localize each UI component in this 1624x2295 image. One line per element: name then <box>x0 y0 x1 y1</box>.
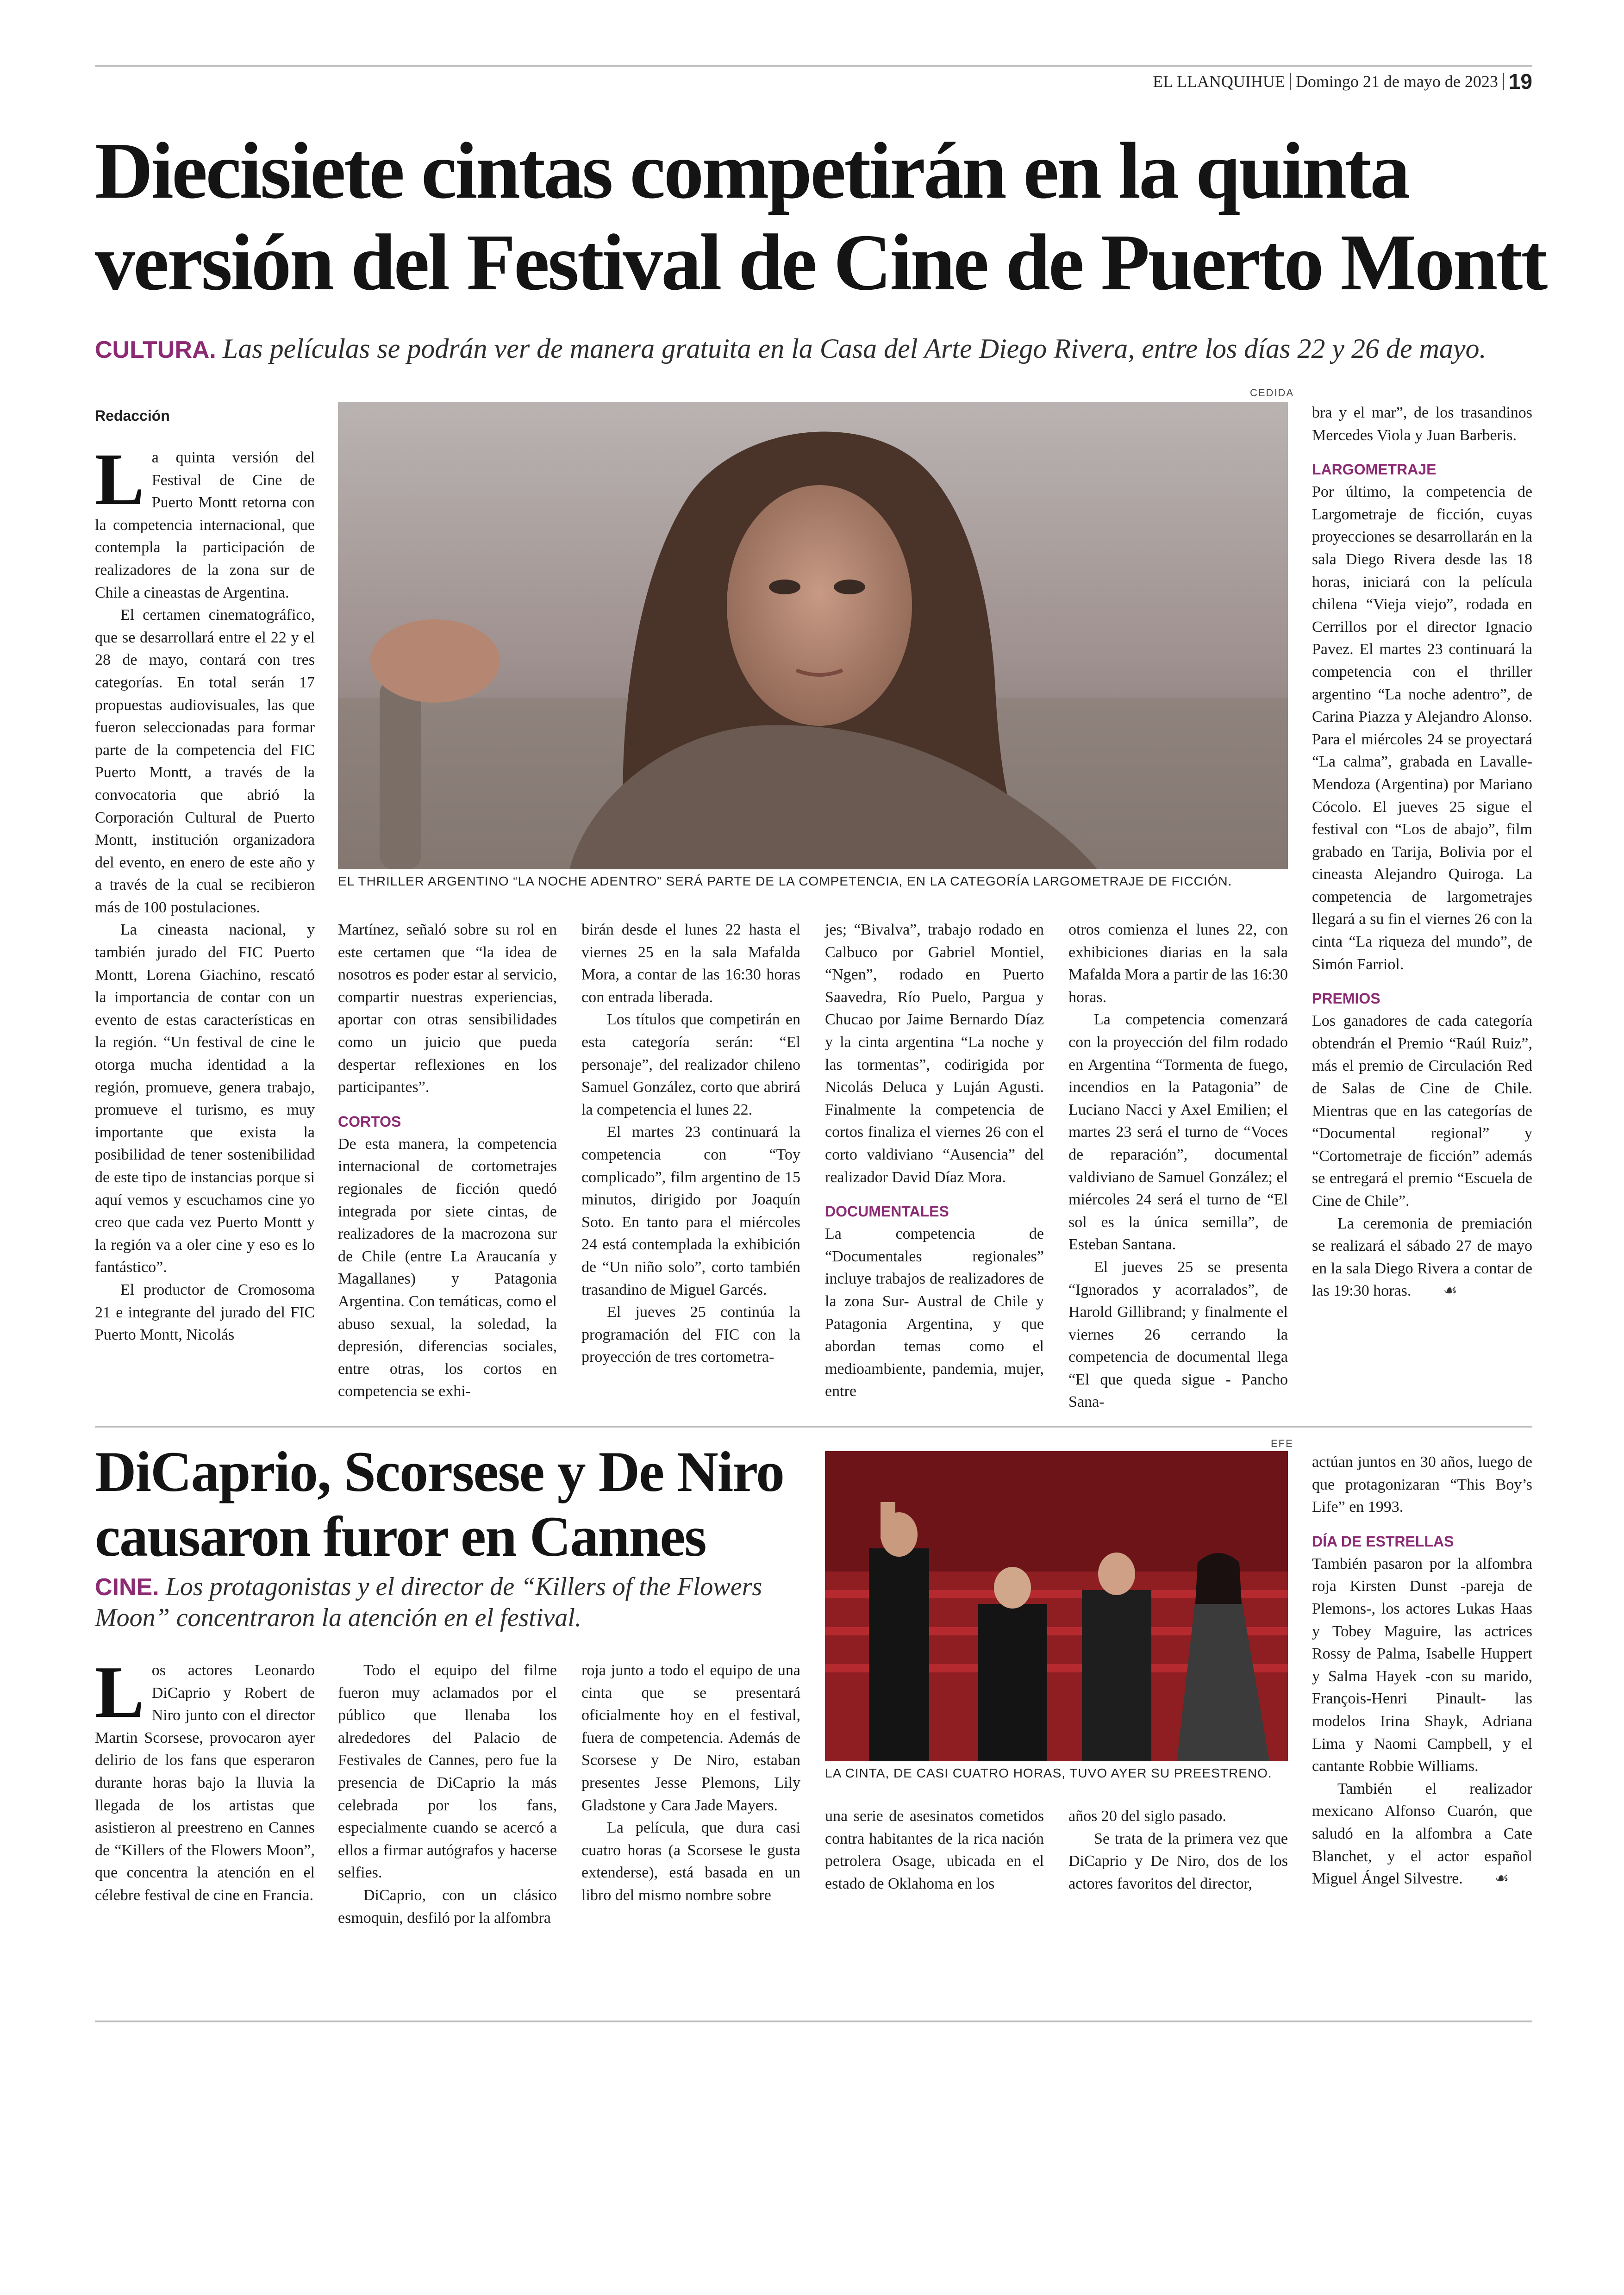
page-number: 19 <box>1508 69 1532 94</box>
paragraph: Los ganadores de cada categoría obtendrán el Premio “Raúl Ruiz”, más el premio de Circulación Red de Salas de Cine de Chile. Mientras que en las categorías de “Documental regional” y “Cortometraje de ficción” además se entregará el premio “Escuela de Cine de Chile”. <box>1312 1012 1532 1210</box>
issue-date: Domingo 21 de mayo de 2023 <box>1295 72 1498 91</box>
subhead-premios: PREMIOS <box>1312 990 1380 1007</box>
headline-line: versión del Festival de Cine de Puerto Montt <box>95 218 1546 307</box>
byline: Redacción <box>95 407 170 424</box>
subhead-documentales: DOCUMENTALES <box>825 1203 949 1220</box>
article1-column-4 <box>825 919 1044 1403</box>
article2-column-6 <box>1312 1451 1532 1890</box>
bottom-rule <box>95 2021 1532 2022</box>
paragraph: Los actores Leonardo DiCaprio y Robert de Niro junto con el director Martin Scorsese, provocaron ayer delirio de los fans que esperaron durante horas bajo la lluvia la llegada de los artistas que asistieron al preestreno en Cannes de “Killers of the Flowers Moon”, que concentra la atención en el célebre festival de cine en Francia. <box>95 1651 315 1904</box>
article2-column-1 <box>95 1651 315 1907</box>
paragraph: otros comienza el lunes 22, con exhibiciones diarias en la sala Mafalda Mora a partir de las 16:30 horas. <box>1068 921 1288 1006</box>
paragraph: birán desde el lunes 22 hasta el viernes 25 en la sala Mafalda Mora, a contar de las 16:30 horas con entrada liberada. <box>581 921 800 1006</box>
paragraph: La ceremonia de premiación se realizará el sábado 27 de mayo en la sala Diego Rivera a contar de las 19:30 horas. ☙ <box>1312 1213 1532 1303</box>
subhead-cortos: CORTOS <box>338 1113 401 1130</box>
article2-deck <box>95 1572 817 1633</box>
paragraph: El productor de Cromosoma 21 e integrante del jurado del FIC Puerto Montt, Nicolás <box>95 1281 315 1344</box>
paragraph: La cineasta nacional, y también jurado del FIC Puerto Montt, Lorena Giachino, rescató la importancia de contar con un evento de estas características en la región. “Un festival de cine le otorga mucha identidad a la región, promueve, genera trabajo, promueve el turismo, es muy importante que exista la posibilidad de tener sostenibilidad de este tipo de instancias porque si aquí vemos y escuchamos cine yo creo que cada vez Puerto Montt y la región va a oler cine y eso es lo fantástico”. <box>95 921 315 1276</box>
paragraph: jes; “Bivalva”, trabajo rodado en Calbuco por Gabriel Montiel, “Ngen”, rodado en Puerto Saavedra, Río Puelo, Pargua y Chucao por Jaime Bernardo Díaz y la cinta argentina “La noche y las tormentas”, codirigida por Nicolás Deluca y Luján Agusti. Finalmente la competencia de cortos finaliza el viernes 26 con el corto valdiviano “Ausencia” del realizador David Díaz Mora. <box>825 921 1044 1186</box>
paragraph: Por último, la competencia de Largometraje de ficción, cuyas proyecciones se desarrollarán en la sala Diego Rivera desde las 18 horas, iniciará con la película chilena “Vieja viejo”, rodada en Cerrillos por el director Ignacio Pavez. El martes 23 continuará la competencia con el thriller argentino “La noche adentro”, de Carina Piazza y Alejandro Alonso. Para el miércoles 24 se proyectará “La calma”, grabada en Lavalle-Mendoza (Argentina) por Mariano Cócolo. El jueves 25 sigue el festival con “Los de abajo”, film grabado en Tarija, Bolivia por el cineasta Alejandro Quiroga. La competencia de largometrajes llegará a su fin el viernes 26 con la cinta “La riqueza del mundo”, de Simón Farriol. <box>1312 483 1532 973</box>
end-mark-icon: ☙ <box>1443 1282 1457 1300</box>
photo-caption: LA CINTA, DE CASI CUATRO HORAS, TUVO AYER SU PREESTRENO. <box>825 1766 1272 1780</box>
article2-headline <box>95 1440 836 1569</box>
paragraph: La competencia comenzará con la proyección del film rodado en Argentina “Tormenta de fuego, incendios en la Patagonia” de Luciano Nacci y Axel Emilien; el martes 23 será el turno de “Voces de reparación”, documental valdiviano de Samuel González; el miércoles 24 será el turno de “El sol es la única semilla”, de Esteban Santana. <box>1068 1011 1288 1254</box>
drop-cap: L <box>95 1651 144 1733</box>
subhead-largometraje: LARGOMETRAJE <box>1312 461 1437 478</box>
article1-deck <box>95 332 1530 366</box>
paragraph: La película, que dura casi cuatro horas (a Scorsese le gusta extenderse), está basada en un libro del mismo nombre sobre <box>581 1819 800 1904</box>
folio-divider <box>1503 73 1504 90</box>
headline-line: causaron furor en Cannes <box>95 1505 706 1568</box>
deck-text: Los protagonistas y el director de “Killers of the Flowers Moon” concentraron la atención en el festival. <box>95 1572 762 1632</box>
article2-column-3 <box>581 1659 800 1907</box>
top-rule <box>95 65 1532 67</box>
paper-name: EL LLANQUIHUE <box>1153 72 1285 91</box>
folio <box>1153 69 1532 94</box>
paragraph: Los títulos que competirán en esta categoría serán: “El personaje”, del realizador chileno Samuel González, corto que abrirá la competencia el lunes 22. <box>581 1011 800 1118</box>
drop-cap: L <box>95 438 144 520</box>
deck-text: Las películas se podrán ver de manera gratuita en la Casa del Arte Diego Rivera, entre los días 22 y 26 de mayo. <box>222 333 1487 364</box>
subhead-dia-de-estrellas: DÍA DE ESTRELLAS <box>1312 1533 1454 1550</box>
photo-credit: EFE <box>1271 1438 1293 1449</box>
paragraph: bra y el mar”, de los trasandinos Mercedes Viola y Juan Barberis. <box>1312 404 1532 444</box>
article1-column-2 <box>338 919 557 1403</box>
paragraph: El martes 23 continuará la competencia con “Toy complicado”, film argentino de 15 minutos, dirigido por Joaquín Soto. En tanto para el miércoles 24 está contemplada la exhibición de “Un niño solo”, corto también trasandino de Miguel Garcés. <box>581 1123 800 1298</box>
photo-caption: EL THRILLER ARGENTINO “LA NOCHE ADENTRO” SERÁ PARTE DE LA COMPETENCIA, EN LA CATEGORÍA LARGOMETRAJE DE FICCIÓN. <box>338 874 1232 888</box>
paragraph: Todo el equipo del filme fueron muy aclamados por el público que llenaba los alrededores del Palacio de Festivales de Cannes, pero fue la presencia de DiCaprio la más celebrada por los fans, especialmente cuando se acercó a ellos a firmar autógrafos y hacerse selfies. <box>338 1662 557 1882</box>
paragraph: actúan juntos en 30 años, luego de que protagonizaran “This Boy’s Life” en 1993. <box>1312 1453 1532 1516</box>
photo-credit: CEDIDA <box>1250 387 1294 399</box>
article1-headline <box>95 125 1546 308</box>
paragraph: El jueves 25 se presenta “Ignorados y acorralados”, de Harold Gillibrand; y finalmente el viernes 26 cerrando la competencia de documental llega “El que queda sigue - Pancho Sana- <box>1068 1258 1288 1411</box>
paragraph: Se trata de la primera vez que DiCaprio y De Niro, dos de los actores favoritos del director, <box>1068 1830 1288 1892</box>
paragraph: También pasaron por la alfombra roja Kirsten Dunst -pareja de Plemons-, los actores Lukas Haas y Tobey Maguire, las actrices Rossy de Palma, Isabelle Huppert y Salma Hayek -con su marido, François-Henri Pinault- las modelos Irina Shayk, Adriana Lima y Naomi Campbell, y el cantante Robbie Williams. <box>1312 1555 1532 1775</box>
paragraph: La quinta versión del Festival de Cine de Puerto Montt retorna con la competencia internacional, que contempla la participación de realizadores de la zona sur de Chile a cineastas de Argentina. <box>95 438 315 601</box>
article1-column-1 <box>95 438 315 1347</box>
headline-line: DiCaprio, Scorsese y De Niro <box>95 1440 784 1503</box>
end-mark-icon: ☙ <box>1494 1870 1509 1888</box>
paragraph: El certamen cinematográfico, que se desarrollará entre el 22 y el 28 de mayo, contará con tres categorías. En total serán 17 propuestas audiovisuales, las que fueron seleccionadas para formar parte de la competencia del FIC Puerto Montt, a través de la convocatoria que abrió la Corporación Cultural de Puerto Montt, institución organizadora del evento, en enero de este año y a través de la cual se recibieron más de 100 postulaciones. <box>95 606 315 916</box>
paragraph: años 20 del siglo pasado. <box>1068 1808 1226 1825</box>
headline-line: Diecisiete cintas competirán en la quinta <box>95 126 1409 215</box>
red-carpet-photo <box>825 1451 1288 1761</box>
cannes-red-carpet-photo <box>825 1451 1288 1761</box>
paragraph: El jueves 25 continúa la programación del FIC con la proyección de tres cortometra- <box>581 1303 800 1366</box>
article1-column-6 <box>1312 402 1532 1303</box>
article2-column-4 <box>825 1805 1044 1895</box>
paragraph: DiCaprio, con un clásico esmoquin, desfiló por la alfombra <box>338 1886 557 1927</box>
article1-column-5 <box>1068 919 1288 1414</box>
section-divider <box>95 1426 1532 1428</box>
paragraph: También el realizador mexicano Alfonso Cuarón, que saludó en la alfombra a Cate Blanchet, y el actor español Miguel Ángel Silvestre. ☙ <box>1312 1778 1532 1890</box>
paragraph: De esta manera, la competencia internacional de cortometrajes regionales de ficción quedó integrada por siete cintas, de realizadores de la macrozona sur de Chile (entre La Araucanía y Magallanes) y Patagonia Argentina. Con temáticas, como el abuso sexual, la soledad, la depresión, diferencias sociales, entre otras, los cortos en competencia se exhi- <box>338 1135 557 1400</box>
paragraph: Martínez, señaló sobre su rol en este certamen que “la idea de nosotros es poder estar al servicio, compartir nuestras experiencias, aportar con otras sensibilidades como un juicio que pueda despertar reflexiones en los participantes”. <box>338 921 557 1096</box>
paragraph: roja junto a todo el equipo de una cinta que se presentará oficialmente hoy en el festival, fuera de competencia. Además de Scorsese y De Niro, estaban presentes Jesse Plemons, Lily Gladstone y Cara Jade Mayers. <box>581 1662 800 1814</box>
article2-column-5 <box>1068 1805 1288 1895</box>
paragraph: una serie de asesinatos cometidos contra habitantes de la rica nación petrolera Osage, ubicada en el estado de Oklahoma en los <box>825 1808 1044 1892</box>
woman-portrait-photo <box>338 402 1288 869</box>
section-label: CULTURA. <box>95 337 216 363</box>
paragraph: La competencia de “Documentales regionales” incluye trabajos de realizadores de la zona Sur- Austral de Chile y Patagonia Argentina, y que abordan temas como el medioambiente, pandemia, mujer, entre <box>825 1225 1044 1400</box>
section-label: CINE. <box>95 1574 159 1601</box>
folio-divider <box>1290 73 1291 90</box>
article2-column-2 <box>338 1659 557 1929</box>
hero-photo <box>338 402 1288 869</box>
article1-column-3 <box>581 919 800 1369</box>
